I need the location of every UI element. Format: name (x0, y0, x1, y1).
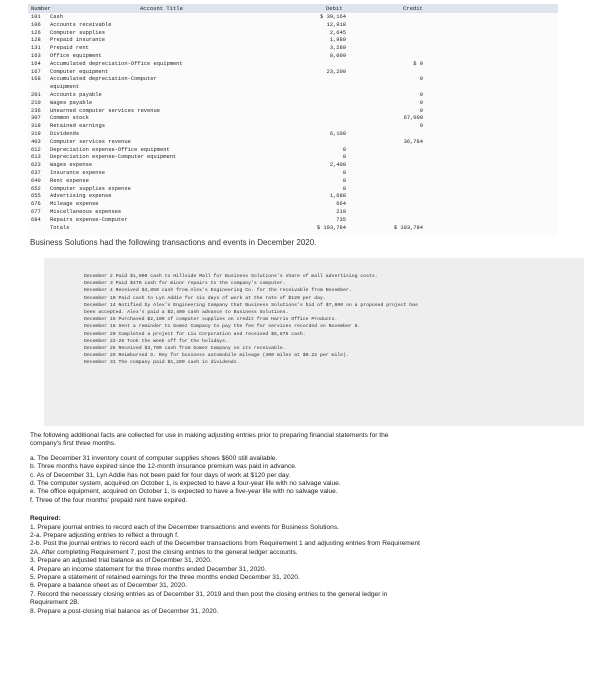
credit-amount: $ 103,784 (393, 224, 423, 231)
credit-amount: 0 (419, 107, 423, 114)
credit-amount: 67,000 (403, 115, 423, 122)
transaction-line: December 2 Paid $1,000 cash to Hillside Mall for Business Solutions's share of mall advertising costs. (84, 274, 378, 279)
account-title: Prepaid rent (50, 45, 89, 52)
account-number: 167 (31, 68, 41, 75)
credit-amount: 0 (419, 92, 423, 98)
debit-amount: 664 (336, 201, 346, 208)
account-number: 168 (31, 76, 41, 83)
credit-amount: $ 0 (413, 60, 423, 67)
transaction-line: December 29 Reimbursed S. Rey for business automobile mileage (400 miles at $0.22 per mile). (84, 353, 349, 359)
account-number: 403 (31, 138, 41, 145)
account-number: 612 (31, 146, 41, 153)
account-title: Computer services revenue (50, 138, 131, 145)
account-number: 101 (31, 14, 41, 20)
header-credit: Credit (403, 5, 423, 12)
debit-amount: 0 (342, 170, 346, 176)
account-title: Advertising expense (50, 193, 112, 200)
account-number: 131 (31, 45, 41, 52)
account-title: Computer supplies (50, 29, 105, 36)
account-number: 623 (31, 162, 41, 169)
account-number: 210 (31, 99, 41, 106)
fact-item: b. Three months have expired since the 12-month insurance premium was paid in advance. (30, 463, 297, 471)
debit-amount: 1,688 (329, 193, 346, 200)
requirement-item: 3. Prepare an adjusted trial balance as of December 31, 2020. (30, 557, 212, 565)
debit-amount: $ 39,164 (320, 14, 346, 20)
debit-amount: 12,918 (326, 21, 346, 28)
account-number: 676 (31, 201, 41, 208)
debit-amount: 2,400 (329, 162, 346, 169)
account-number: 106 (31, 21, 41, 28)
account-number: 126 (31, 29, 41, 36)
transaction-line: December 10 Paid cash to Lyn Addie for six days of work at the rate of $120 per day. (84, 295, 326, 301)
requirement-item: Requirement 2B. (30, 599, 80, 607)
intro-line: The following additional facts are collected for use in making adjusting entries prior to preparing financial statements for the (30, 432, 389, 439)
credit-amount: 0 (419, 99, 423, 106)
account-title: Accounts receivable (50, 21, 112, 28)
account-number: 319 (31, 131, 41, 137)
trial-balance-table (28, 4, 558, 236)
debit-amount: 3,280 (329, 45, 346, 52)
account-title: Wages payable (50, 99, 93, 106)
account-title: Mileage expense (50, 201, 99, 208)
account-title: Rent expense (50, 177, 89, 184)
account-title: Accumulated depreciation-Computer (50, 76, 157, 83)
account-title: Retained earnings (50, 123, 105, 130)
account-title: Accumulated depreciation-Office equipment (50, 60, 183, 67)
account-number: 201 (31, 92, 41, 98)
transaction-line: December 20 Completed a project for Liu Corporation and received $5,875 cash. (84, 331, 306, 337)
requirement-item: 2-a. Prepare adjusting entries to reflect a through f. (30, 532, 179, 539)
account-number: 164 (31, 60, 41, 67)
transaction-line: December 16 Sent a reminder to Gomez Company to pay the fee for services recorded on November 8. (84, 324, 361, 330)
fact-item: e. The office equipment, acquired on October 1, is expected to have a five-year life with no salvage value. (30, 488, 338, 496)
debit-amount: 6,100 (329, 131, 346, 137)
transaction-line: December 28 Received $3,700 cash from Gomez Company on its receivable. (84, 346, 286, 351)
account-number: 128 (31, 37, 41, 44)
requirement-item: 1. Prepare journal entries to record each of the December transactions and events for Business Solutions. (30, 523, 339, 531)
account-title: Unearned computer services revenue (50, 107, 160, 114)
debit-amount: 210 (336, 209, 346, 215)
trial-balance-header (28, 4, 558, 13)
debit-amount: 0 (342, 154, 346, 161)
requirement-item: 4. Prepare an income statement for the three months ended December 31, 2020. (30, 565, 267, 573)
account-title: equipment (50, 84, 80, 91)
account-number: 655 (31, 193, 41, 200)
requirement-item: 7. Record the necessary closing entries as of December 31, 2019 and then post the closing entries to the general ledger in (30, 590, 388, 598)
account-title: Dividends (50, 131, 80, 137)
required-heading: Required: (30, 515, 61, 523)
debit-amount: 23,200 (326, 68, 346, 75)
transaction-line: December 31 The company paid $1,200 cash in dividends. (84, 360, 240, 366)
requirement-item: 8. Prepare a post-closing trial balance as of December 31, 2020. (30, 607, 219, 615)
debit-amount: 8,000 (329, 53, 346, 59)
account-number: 163 (31, 53, 41, 59)
transaction-line: December 15 Purchased $2,100 of computer supplies on credit from Harris Office Products. (84, 317, 338, 323)
transaction-line: December 3 Paid $470 cash for minor repairs to the company's computer. (84, 281, 286, 287)
account-number: 652 (31, 185, 41, 192)
account-title: Insurance expense (50, 170, 105, 176)
transaction-line: December 22-26 Took the week off for the holidays. (84, 338, 228, 344)
account-title: Office equipment (50, 53, 102, 59)
account-title: Prepaid insurance (50, 37, 105, 44)
account-number: 307 (31, 115, 41, 122)
account-title: Depreciation expense-Office equipment (50, 146, 170, 153)
account-number: 613 (31, 154, 41, 161)
account-number: 684 (31, 216, 41, 223)
header-debit: Debit (326, 5, 343, 12)
header-account-title: Account Title (140, 5, 183, 12)
requirement-item: 6. Prepare a balance sheet as of December 31, 2020. (30, 582, 187, 590)
credit-amount: 0 (419, 123, 423, 130)
account-title: Computer equipment (50, 68, 109, 75)
account-number: 236 (31, 107, 41, 114)
requirement-item: 2-b. Post the journal entries to record each of the December transactions from Requirement 1 and adjusting entries from Requirement (30, 540, 420, 548)
account-title: Totals (50, 224, 70, 231)
transaction-line: been accepted. Alex's paid a $2,400 cash advance to Business Solutions. (84, 310, 289, 315)
debit-amount: 2,645 (329, 29, 346, 36)
debit-amount: 1,980 (329, 37, 346, 44)
account-number: 677 (31, 209, 41, 215)
transaction-line: December 14 Notified by Alex's Engineering Company that Business Solutions's bid of $7,600 on a proposed project has (84, 302, 418, 308)
fact-item: d. The computer system, acquired on October 1, is expected to have a four-year life with no salvage value. (30, 480, 341, 487)
account-number: 318 (31, 123, 41, 130)
transaction-line: December 4 Received $4,850 cash from Alex's Engineering Co. for the receivable from November. (84, 288, 352, 294)
header-number: Number (31, 5, 51, 12)
debit-amount: 0 (342, 146, 346, 153)
account-title: Accounts payable (50, 92, 102, 98)
account-number: 637 (31, 170, 41, 176)
requirement-item: 2A. After completing Requirement 7, post the closing entries to the general ledger accounts. (30, 548, 298, 556)
account-title: Cash (50, 14, 63, 20)
requirement-item: 5. Prepare a statement of retained earnings for the three months ended December 31, 2020. (30, 574, 300, 581)
debit-amount: 0 (342, 185, 346, 192)
intro-line: company's first three months. (30, 440, 116, 448)
transactions-caption: Business Solutions had the following transactions and events in December 2020. (30, 238, 317, 247)
account-title: Repairs expense-Computer (50, 216, 128, 223)
transactions-box (44, 258, 584, 426)
account-title: Miscellaneous expenses (50, 209, 122, 215)
credit-amount: 36,784 (403, 138, 423, 145)
debit-amount: 0 (342, 177, 346, 184)
account-title: Common stock (50, 115, 89, 122)
account-number: 640 (31, 177, 41, 184)
fact-item: f. Three of the four months' prepaid rent have expired. (30, 496, 188, 504)
credit-amount: 0 (419, 76, 423, 83)
fact-item: c. As of December 31, Lyn Addie has not been paid for four days of work at $120 per day. (30, 471, 291, 479)
account-title: Depreciation expense-Computer equipment (50, 154, 177, 161)
fact-item: a. The December 31 inventory count of computer supplies shows $600 still available. (30, 454, 278, 462)
debit-amount: $ 103,784 (316, 224, 346, 231)
account-title: Wages expense (50, 162, 93, 169)
account-title: Computer supplies expense (50, 185, 131, 192)
debit-amount: 735 (336, 216, 346, 223)
